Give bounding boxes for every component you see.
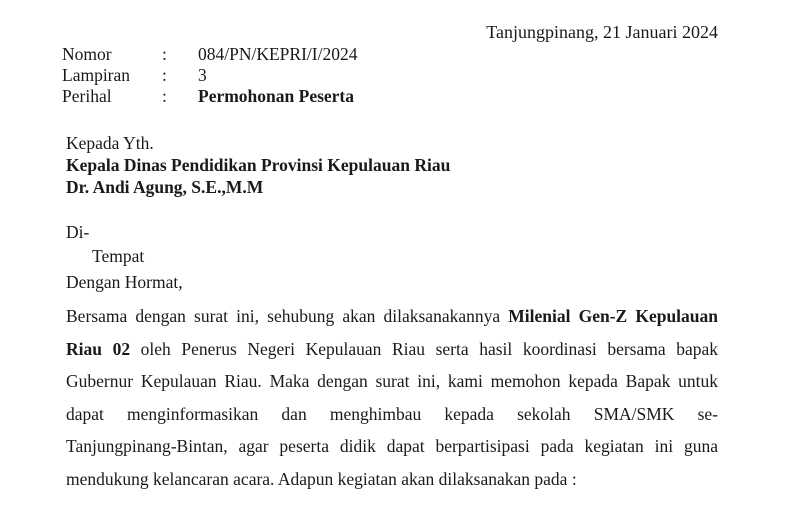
meta-value-perihal: Permohonan Peserta	[198, 86, 355, 106]
paragraph-line-6: mendukung kelancaran acara. Adapun kegiatan akan dilaksanakan pada :	[66, 468, 577, 489]
paragraph-line-3: Gubernur Kepulauan Riau. Maka dengan surat ini, kami memohon kepada Bapak untuk	[66, 371, 718, 392]
event-name-part-1: Milenial Gen-Z Kepulauan	[508, 306, 719, 326]
recipient-block	[66, 132, 450, 198]
meta-row-perihal	[62, 86, 357, 107]
meta-label: Nomor	[62, 44, 112, 64]
paragraph-line-5: Tanjungpinang-Bintan, agar peserta didik dapat berpartisipasi pada kegiatan ini guna	[66, 436, 718, 457]
meta-colon: :	[162, 86, 167, 106]
meta-value-nomor: 084/PN/KEPRI/I/2024	[198, 44, 358, 64]
meta-row-lampiran	[62, 65, 357, 86]
recipient-name: Dr. Andi Agung, S.E.,M.M	[66, 177, 264, 197]
paragraph-text: Bersama dengan surat ini, sehubung akan dilaksanakannya	[66, 306, 509, 326]
meta-label: Perihal	[62, 86, 112, 106]
meta-colon: :	[162, 44, 167, 64]
meta-label: Lampiran	[62, 65, 131, 85]
di-line: Di-	[66, 222, 90, 242]
tempat-line: Tempat	[92, 246, 145, 266]
event-name-part-2: Riau 02	[66, 338, 131, 359]
letter-meta	[62, 44, 357, 107]
meta-value-lampiran: 3	[198, 65, 207, 85]
recipient-greeting: Kepada Yth.	[66, 133, 154, 153]
meta-colon: :	[162, 65, 167, 85]
paragraph-line-1	[66, 300, 718, 333]
letter-date: Tanjungpinang, 21 Januari 2024	[486, 22, 718, 42]
paragraph-line-4: dapat menginformasikan dan menghimbau kepada sekolah SMA/SMK se-	[66, 403, 718, 424]
body-paragraph	[66, 300, 718, 496]
meta-row-nomor	[62, 44, 357, 65]
paragraph-line-2	[66, 333, 718, 366]
recipient-title: Kepala Dinas Pendidikan Provinsi Kepulauan Riau	[66, 155, 451, 175]
salutation: Dengan Hormat,	[66, 272, 183, 292]
paragraph-text: oleh Penerus Negeri Kepulauan Riau serta hasil koordinasi bersama bapak	[130, 338, 718, 359]
